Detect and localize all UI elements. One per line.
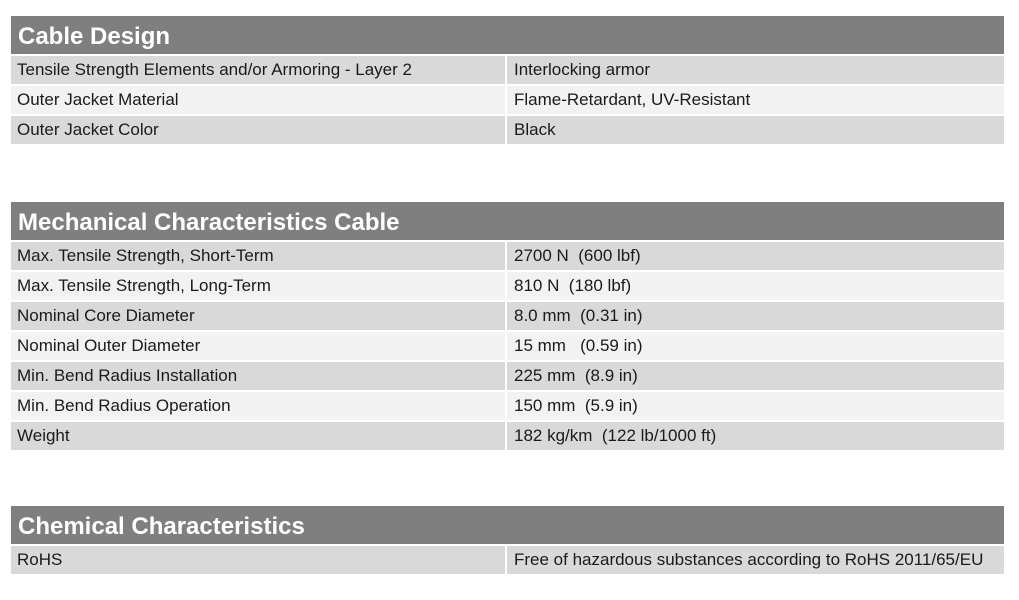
row-value: 810 N (180 lbf) xyxy=(507,272,1004,300)
row-value: Flame-Retardant, UV-Resistant xyxy=(507,86,1004,114)
row-value: 182 kg/km (122 lb/1000 ft) xyxy=(507,422,1004,450)
table-row xyxy=(11,302,1004,332)
row-label: RoHS xyxy=(11,546,507,574)
row-value: 2700 N (600 lbf) xyxy=(507,242,1004,270)
table-row xyxy=(11,362,1004,392)
row-label: Max. Tensile Strength, Long-Term xyxy=(11,272,507,300)
row-label: Min. Bend Radius Operation xyxy=(11,392,507,420)
table-row xyxy=(11,86,1004,116)
row-value: Black xyxy=(507,116,1004,144)
row-label: Min. Bend Radius Installation xyxy=(11,362,507,390)
row-label: Weight xyxy=(11,422,507,450)
row-value: 225 mm (8.9 in) xyxy=(507,362,1004,390)
section-cable-design xyxy=(11,16,1004,146)
table-row xyxy=(11,332,1004,362)
section-mechanical-characteristics xyxy=(11,202,1004,452)
row-value: Free of hazardous substances according to RoHS 2011/65/EU xyxy=(507,546,1004,574)
section-chemical-characteristics xyxy=(11,506,1004,576)
row-label: Max. Tensile Strength, Short-Term xyxy=(11,242,507,270)
table-row xyxy=(11,272,1004,302)
table-row xyxy=(11,56,1004,86)
row-value: 8.0 mm (0.31 in) xyxy=(507,302,1004,330)
table-row xyxy=(11,392,1004,422)
row-label: Nominal Outer Diameter xyxy=(11,332,507,360)
row-label: Tensile Strength Elements and/or Armoring - Layer 2 xyxy=(11,56,507,84)
table-row xyxy=(11,242,1004,272)
row-label: Outer Jacket Color xyxy=(11,116,507,144)
row-value: 150 mm (5.9 in) xyxy=(507,392,1004,420)
table-row xyxy=(11,546,1004,576)
row-label: Outer Jacket Material xyxy=(11,86,507,114)
section-title: Chemical Characteristics xyxy=(11,506,1004,546)
section-title: Cable Design xyxy=(11,16,1004,56)
section-title: Mechanical Characteristics Cable xyxy=(11,202,1004,242)
table-row xyxy=(11,116,1004,146)
table-row xyxy=(11,422,1004,452)
row-value: 15 mm (0.59 in) xyxy=(507,332,1004,360)
row-value: Interlocking armor xyxy=(507,56,1004,84)
row-label: Nominal Core Diameter xyxy=(11,302,507,330)
